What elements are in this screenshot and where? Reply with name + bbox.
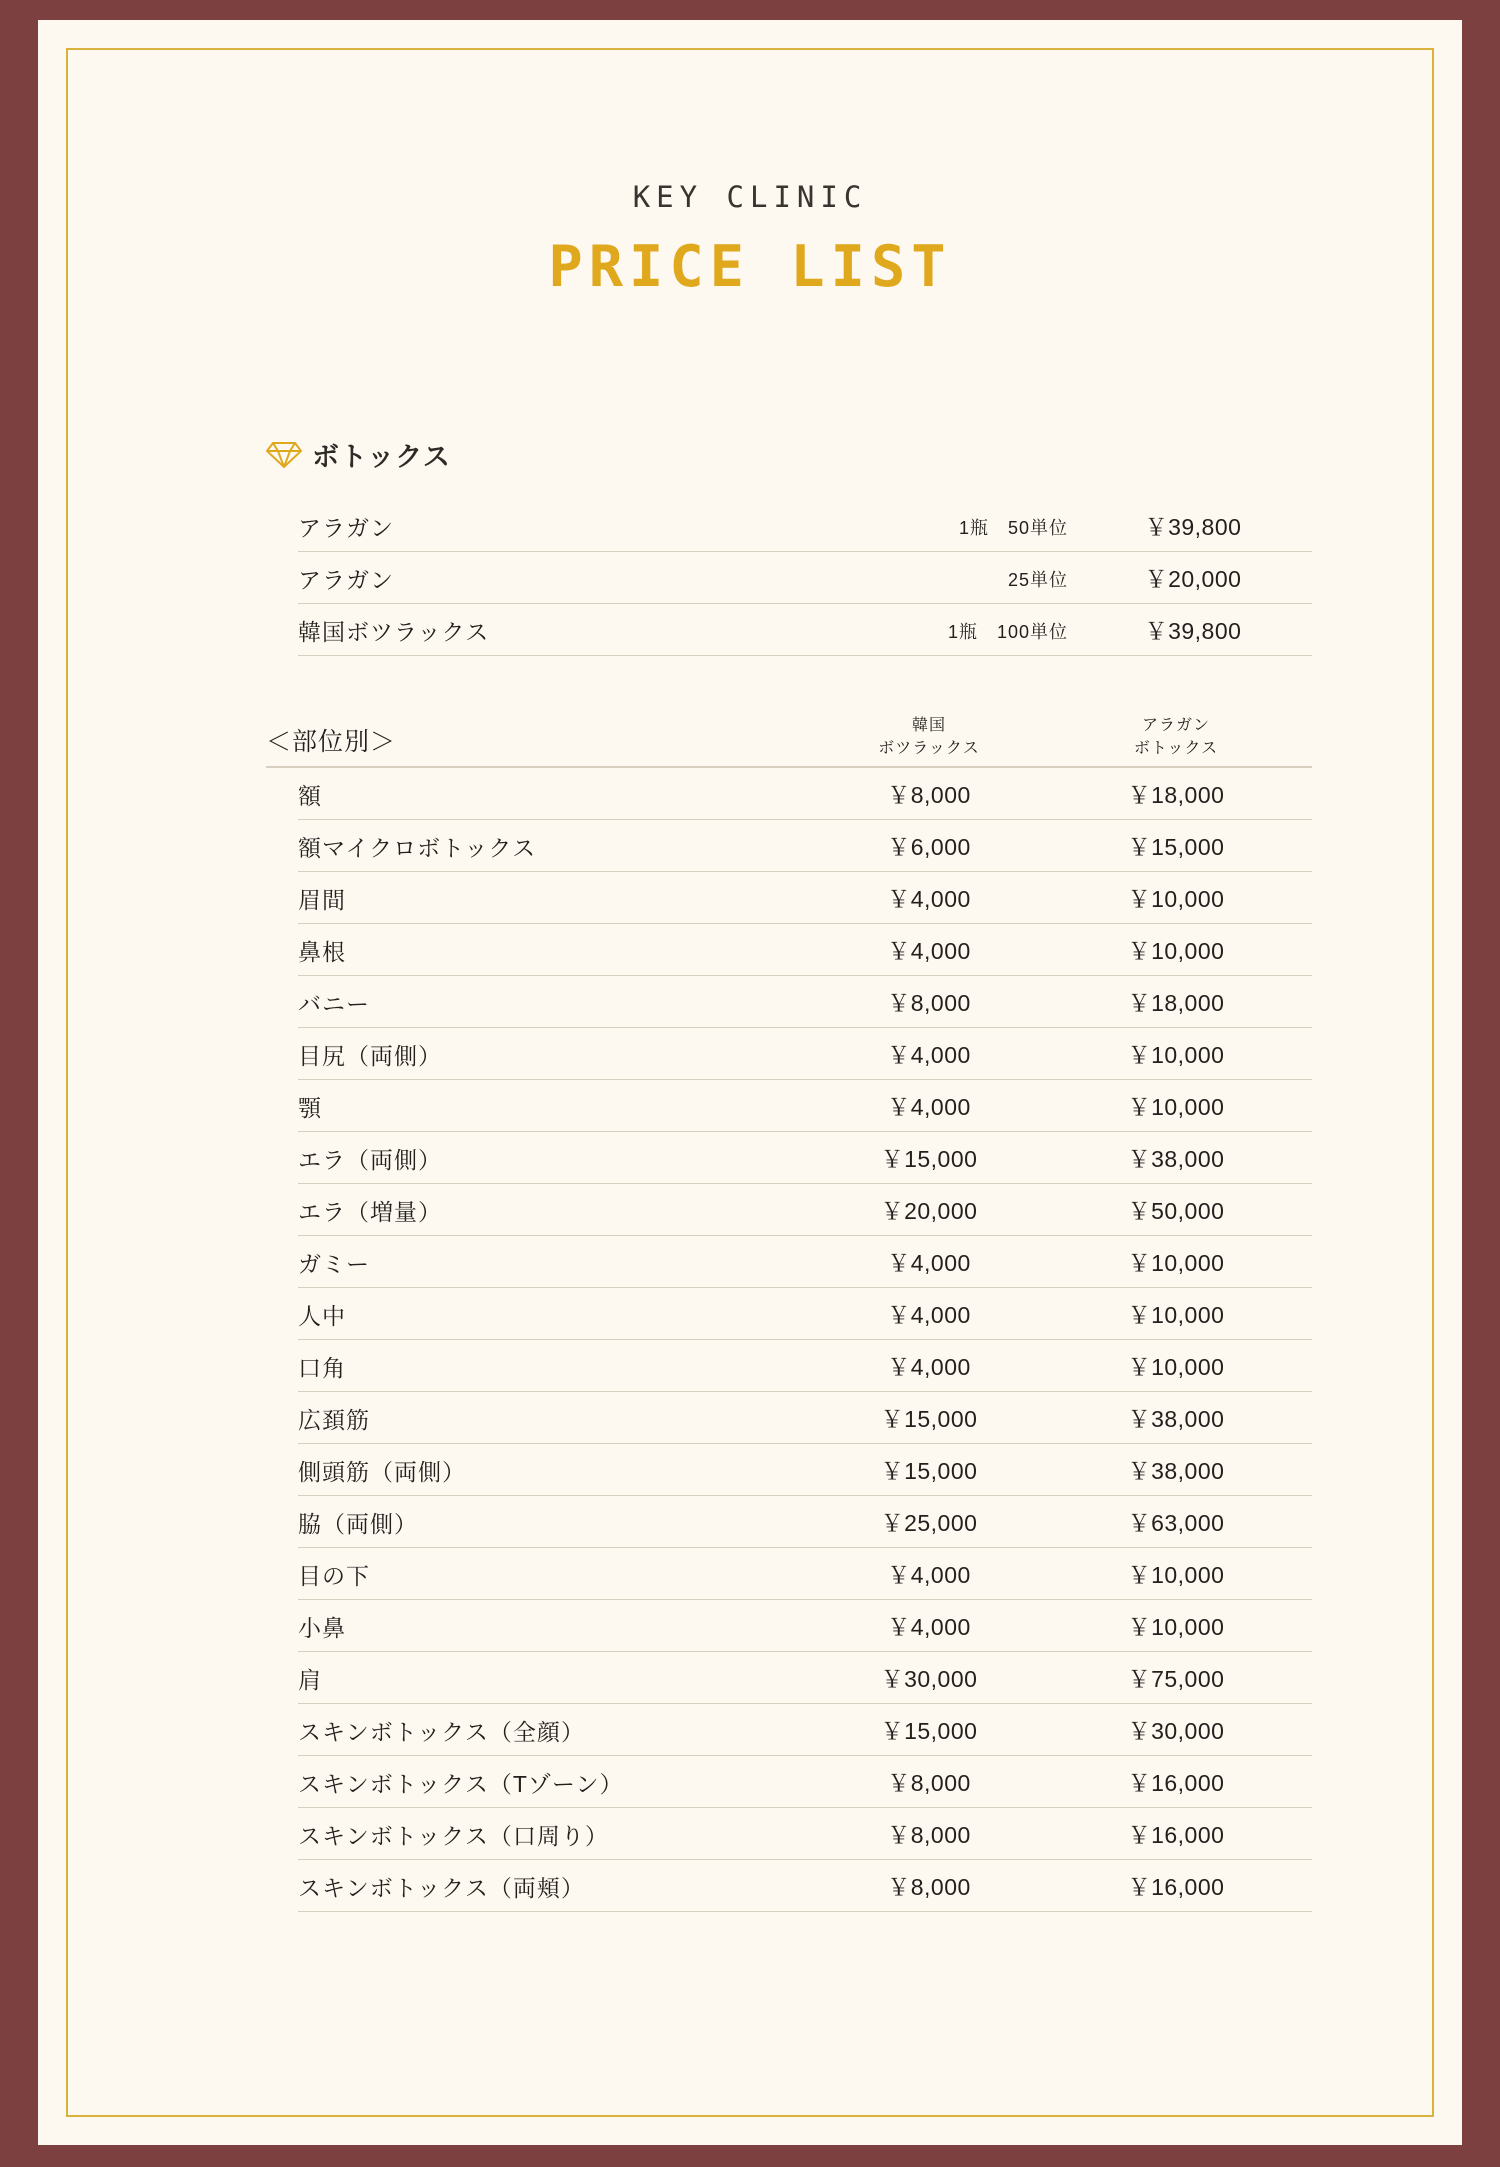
price-list-page xyxy=(38,20,1462,2145)
korean-price: ￥4,000 xyxy=(887,938,971,965)
product-price: ￥39,800 xyxy=(1144,618,1242,644)
allergan-price: ￥10,000 xyxy=(1127,938,1225,965)
korean-price: ￥15,000 xyxy=(880,1458,978,1485)
table-row xyxy=(298,1132,1312,1184)
area-name: 目の下 xyxy=(298,1563,370,1590)
korean-price: ￥25,000 xyxy=(880,1510,978,1537)
by-area-subsection xyxy=(266,714,1312,1912)
allergan-price: ￥16,000 xyxy=(1127,1822,1225,1849)
product-unit: 1瓶 100単位 xyxy=(947,622,1068,642)
table-row xyxy=(298,604,1312,656)
allergan-price: ￥10,000 xyxy=(1127,1302,1225,1329)
column-header-korean-line1: 韓国 xyxy=(911,717,946,734)
korean-price: ￥4,000 xyxy=(887,886,971,913)
botox-section xyxy=(38,435,1462,1912)
area-name: 小鼻 xyxy=(298,1615,346,1642)
area-name: 額マイクロボトックス xyxy=(298,835,537,862)
table-row xyxy=(298,1236,1312,1288)
area-name: スキンボトックス（口周り） xyxy=(298,1823,609,1850)
allergan-price: ￥63,000 xyxy=(1127,1510,1225,1537)
column-header-allergan-line2: ボトックス xyxy=(1133,740,1219,758)
allergan-price: ￥10,000 xyxy=(1127,1614,1225,1641)
table-row xyxy=(298,1704,1312,1756)
area-name: バニー xyxy=(298,991,370,1018)
korean-price: ￥4,000 xyxy=(887,1094,971,1121)
area-name: 顎 xyxy=(298,1095,322,1122)
allergan-price: ￥38,000 xyxy=(1127,1146,1225,1173)
table-row xyxy=(298,552,1312,604)
product-name: アラガン xyxy=(298,515,394,541)
table-row xyxy=(298,1028,1312,1080)
allergan-price: ￥16,000 xyxy=(1127,1874,1225,1901)
area-name: スキンボトックス（両頬） xyxy=(298,1875,585,1902)
allergan-price: ￥50,000 xyxy=(1127,1198,1225,1225)
table-row xyxy=(298,1496,1312,1548)
korean-price: ￥8,000 xyxy=(887,1822,971,1849)
table-row xyxy=(298,1756,1312,1808)
korean-price: ￥20,000 xyxy=(880,1198,978,1225)
section-heading xyxy=(266,435,1312,474)
allergan-price: ￥10,000 xyxy=(1127,1094,1225,1121)
table-row xyxy=(298,1808,1312,1860)
korean-price: ￥4,000 xyxy=(887,1302,971,1329)
area-name: 鼻根 xyxy=(298,939,346,966)
korean-price: ￥8,000 xyxy=(887,1874,971,1901)
korean-price: ￥8,000 xyxy=(887,782,971,809)
allergan-price: ￥10,000 xyxy=(1127,1250,1225,1277)
product-unit: 25単位 xyxy=(1007,570,1068,590)
table-row xyxy=(298,768,1312,820)
table-row xyxy=(298,872,1312,924)
korean-price: ￥4,000 xyxy=(887,1042,971,1069)
korean-price: ￥30,000 xyxy=(880,1666,978,1693)
allergan-price: ￥10,000 xyxy=(1127,886,1225,913)
korean-price: ￥15,000 xyxy=(880,1146,978,1173)
column-header-allergan xyxy=(1040,714,1312,760)
table-row xyxy=(298,1548,1312,1600)
clinic-name: KEY CLINIC xyxy=(632,180,868,214)
diamond-icon xyxy=(266,441,302,469)
area-name: 脇（両側） xyxy=(298,1511,418,1538)
section-title: ボトックス xyxy=(312,442,451,472)
product-name: 韓国ボツラックス xyxy=(298,619,490,645)
product-unit: 1瓶 50単位 xyxy=(958,518,1068,538)
page-title: PRICE LIST xyxy=(548,234,952,300)
korean-price: ￥6,000 xyxy=(887,834,971,861)
korean-price: ￥8,000 xyxy=(887,1770,971,1797)
table-row xyxy=(298,1080,1312,1132)
korean-price: ￥4,000 xyxy=(887,1562,971,1589)
area-name: 目尻（両側） xyxy=(298,1043,442,1070)
column-header-allergan-line1: アラガン xyxy=(1141,717,1210,734)
table-row xyxy=(298,820,1312,872)
korean-price: ￥15,000 xyxy=(880,1718,978,1745)
product-rows xyxy=(298,500,1312,656)
area-name: 額 xyxy=(298,783,322,810)
area-name: エラ（増量） xyxy=(298,1199,442,1226)
table-row xyxy=(298,1600,1312,1652)
korean-price: ￥4,000 xyxy=(887,1614,971,1641)
korean-price: ￥8,000 xyxy=(887,990,971,1017)
korean-price: ￥4,000 xyxy=(887,1250,971,1277)
table-row xyxy=(298,1288,1312,1340)
area-name: 人中 xyxy=(298,1303,346,1330)
area-name: スキンボトックス（全顔） xyxy=(298,1719,585,1746)
table-row xyxy=(298,1184,1312,1236)
allergan-price: ￥38,000 xyxy=(1127,1458,1225,1485)
area-name: 側頭筋（両側） xyxy=(298,1459,466,1486)
table-row xyxy=(298,1652,1312,1704)
allergan-price: ￥10,000 xyxy=(1127,1562,1225,1589)
korean-price: ￥15,000 xyxy=(880,1406,978,1433)
table-row xyxy=(298,500,1312,552)
korean-price: ￥4,000 xyxy=(887,1354,971,1381)
page-content xyxy=(38,20,1462,2145)
product-price: ￥20,000 xyxy=(1144,566,1242,592)
table-row xyxy=(298,1860,1312,1912)
table-row xyxy=(298,1340,1312,1392)
allergan-price: ￥75,000 xyxy=(1127,1666,1225,1693)
table-row xyxy=(298,924,1312,976)
area-name: スキンボトックス（Tゾーン） xyxy=(298,1771,624,1798)
document-header xyxy=(38,180,1462,300)
allergan-price: ￥30,000 xyxy=(1127,1718,1225,1745)
product-name: アラガン xyxy=(298,567,394,593)
column-header-korean-line2: ボツラックス xyxy=(878,740,980,758)
allergan-price: ￥15,000 xyxy=(1127,834,1225,861)
area-name: 広頚筋 xyxy=(298,1407,370,1434)
allergan-price: ￥10,000 xyxy=(1127,1042,1225,1069)
table-row xyxy=(298,1392,1312,1444)
allergan-price: ￥18,000 xyxy=(1127,782,1225,809)
allergan-price: ￥10,000 xyxy=(1127,1354,1225,1381)
product-price: ￥39,800 xyxy=(1144,514,1242,540)
area-name: 眉間 xyxy=(298,887,346,914)
table-row xyxy=(298,1444,1312,1496)
subsection-title: ＜部位別＞ xyxy=(266,728,397,757)
area-name: エラ（両側） xyxy=(298,1147,442,1174)
area-name: ガミー xyxy=(298,1251,370,1278)
allergan-price: ￥18,000 xyxy=(1127,990,1225,1017)
column-header-korean xyxy=(818,714,1040,760)
area-name: 口角 xyxy=(298,1355,346,1382)
area-name: 肩 xyxy=(298,1667,322,1694)
allergan-price: ￥16,000 xyxy=(1127,1770,1225,1797)
table-header xyxy=(266,714,1312,768)
allergan-price: ￥38,000 xyxy=(1127,1406,1225,1433)
table-row xyxy=(298,976,1312,1028)
